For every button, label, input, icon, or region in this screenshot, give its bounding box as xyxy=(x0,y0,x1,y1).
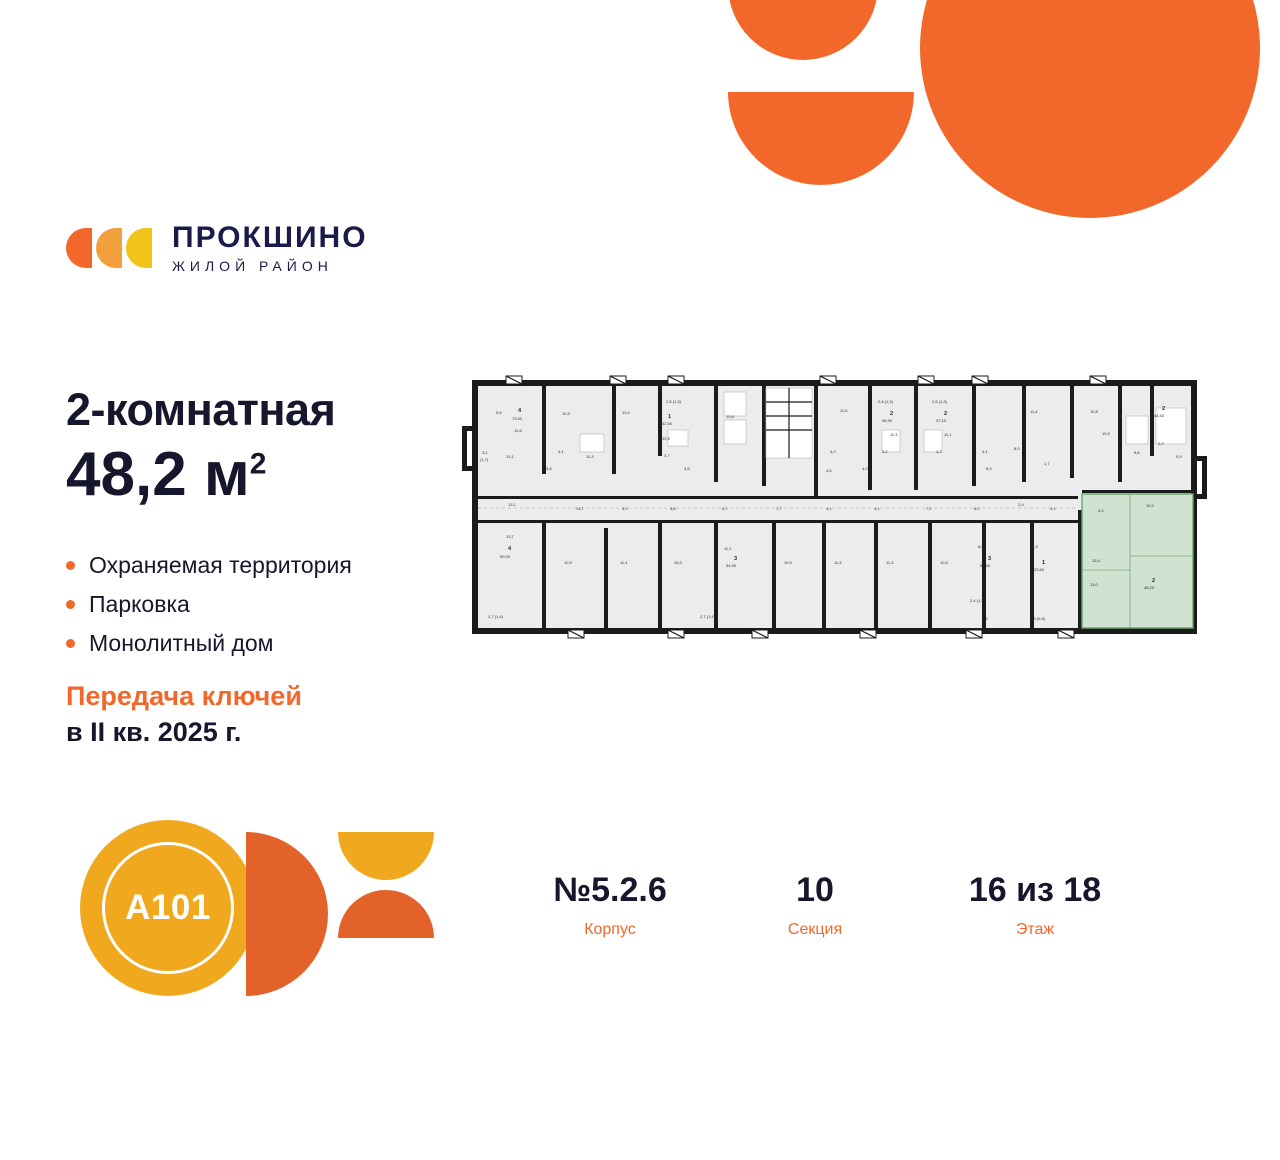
bullet-icon xyxy=(66,600,75,609)
svg-text:3,1: 3,1 xyxy=(482,450,488,455)
svg-text:12,1: 12,1 xyxy=(506,454,514,459)
svg-text:11,3: 11,3 xyxy=(586,454,594,459)
apartment-area-title xyxy=(66,439,335,510)
svg-text:12,6: 12,6 xyxy=(514,428,522,433)
svg-text:2,9: 2,9 xyxy=(1018,502,1024,507)
svg-text:5,8: 5,8 xyxy=(670,506,676,511)
svg-text:15,3: 15,3 xyxy=(674,560,682,565)
logo-mark-amber-icon xyxy=(96,228,122,268)
svg-text:2,9: 2,9 xyxy=(1158,441,1164,446)
svg-text:4,2: 4,2 xyxy=(936,449,942,454)
svg-text:13,0: 13,0 xyxy=(1090,582,1098,587)
svg-text:11,5: 11,5 xyxy=(840,408,848,413)
svg-text:4: 4 xyxy=(518,408,522,414)
svg-text:10,9: 10,9 xyxy=(564,560,572,565)
svg-text:7,2: 7,2 xyxy=(926,506,932,511)
svg-text:7,7: 7,7 xyxy=(776,506,782,511)
svg-text:8,0: 8,0 xyxy=(974,506,980,511)
svg-text:52,50: 52,50 xyxy=(980,563,991,568)
feature-label: Парковка xyxy=(89,591,190,617)
logo-mark-orange-icon xyxy=(66,228,92,268)
feature-item xyxy=(66,591,352,618)
feature-label: Монолитный дом xyxy=(89,630,274,656)
apartment-area-value: 48,2 м xyxy=(66,439,250,509)
svg-text:8,0: 8,0 xyxy=(1014,446,1020,451)
svg-text:37,10: 37,10 xyxy=(936,418,947,423)
apartment-area-superscript: 2 xyxy=(249,446,267,480)
svg-text:11,4: 11,4 xyxy=(620,560,628,565)
svg-text:22,60: 22,60 xyxy=(1034,567,1045,572)
svg-text:2,7 (1,4): 2,7 (1,4) xyxy=(488,614,503,619)
apartment-rooms-title: 2-комнатная xyxy=(66,384,336,435)
svg-text:2,8 (0,8): 2,8 (0,8) xyxy=(1030,616,1045,621)
svg-text:1,7: 1,7 xyxy=(1044,461,1050,466)
svg-text:11,3: 11,3 xyxy=(886,560,894,565)
svg-text:11,2: 11,2 xyxy=(724,546,732,551)
svg-text:48,20: 48,20 xyxy=(1144,585,1155,590)
feature-item xyxy=(66,552,352,579)
svg-text:1: 1 xyxy=(1042,560,1046,566)
svg-text:44,40: 44,40 xyxy=(1154,413,1165,418)
brand-cup-top-icon xyxy=(338,832,434,880)
keys-handover xyxy=(66,678,302,751)
svg-text:0,9: 0,9 xyxy=(1176,454,1182,459)
svg-text:2,4 (1,2): 2,4 (1,2) xyxy=(970,598,985,603)
svg-text:8,6: 8,6 xyxy=(978,544,984,549)
svg-text:4,0: 4,0 xyxy=(862,466,868,471)
svg-text:13,4: 13,4 xyxy=(1092,558,1100,563)
svg-text:(1,7): (1,7) xyxy=(480,457,489,462)
svg-text:3,8: 3,8 xyxy=(546,466,552,471)
logo-title: ПРОКШИНО xyxy=(172,221,368,254)
section-value: 10 xyxy=(796,871,834,909)
feature-label: Охраняемая территория xyxy=(89,552,352,578)
svg-text:10,2: 10,2 xyxy=(1146,503,1154,508)
svg-text:2,7 (1,4): 2,7 (1,4) xyxy=(700,614,715,619)
meta-floor xyxy=(910,870,1160,939)
svg-text:2,6 (1,3): 2,6 (1,3) xyxy=(932,399,947,404)
svg-text:5,0: 5,0 xyxy=(986,466,992,471)
svg-text:4,0: 4,0 xyxy=(830,449,836,454)
features-list xyxy=(66,552,352,669)
svg-text:4,2: 4,2 xyxy=(882,449,888,454)
meta-korpus xyxy=(500,870,720,939)
svg-text:4,1: 4,1 xyxy=(982,449,988,454)
svg-text:90,00: 90,00 xyxy=(500,554,511,559)
svg-text:32,50: 32,50 xyxy=(662,421,673,426)
svg-text:2: 2 xyxy=(890,411,894,417)
svg-text:36,90: 36,90 xyxy=(882,418,893,423)
svg-text:10,5: 10,5 xyxy=(940,560,948,565)
svg-text:1: 1 xyxy=(668,414,672,420)
floor-label: Этаж xyxy=(1015,920,1055,938)
brand-halfcircle-icon xyxy=(246,832,328,996)
svg-text:12,9: 12,9 xyxy=(662,436,670,441)
svg-text:4,1: 4,1 xyxy=(558,449,564,454)
korpus-label: Корпус xyxy=(584,920,636,938)
svg-text:11,3: 11,3 xyxy=(834,560,842,565)
svg-text:2,6 (1,3): 2,6 (1,3) xyxy=(878,399,893,404)
svg-text:3,8: 3,8 xyxy=(684,466,690,471)
a101-brand-block xyxy=(80,820,440,1000)
svg-text:13,1: 13,1 xyxy=(508,502,516,507)
logo-subtitle: ЖИЛОЙ РАЙОН xyxy=(172,257,333,274)
decorative-halfcircle-small xyxy=(728,92,914,185)
svg-text:11,1: 11,1 xyxy=(944,432,952,437)
floor-value: 16 из 18 xyxy=(968,871,1102,909)
prokshino-logo xyxy=(66,222,368,274)
bullet-icon xyxy=(66,561,75,570)
svg-text:5,9: 5,9 xyxy=(622,506,628,511)
svg-text:3: 3 xyxy=(988,556,992,562)
svg-text:2: 2 xyxy=(1162,406,1166,412)
svg-text:6,7: 6,7 xyxy=(722,506,728,511)
svg-text:12,0: 12,0 xyxy=(622,410,630,415)
svg-text:14,7: 14,7 xyxy=(576,506,584,511)
a101-badge xyxy=(80,820,256,996)
svg-text:4,1: 4,1 xyxy=(874,506,880,511)
svg-text:3: 3 xyxy=(734,556,738,562)
feature-item xyxy=(66,630,352,657)
svg-text:4,6: 4,6 xyxy=(826,468,832,473)
svg-text:2: 2 xyxy=(1152,578,1156,584)
svg-text:6,9: 6,9 xyxy=(982,616,988,621)
logo-mark-yellow-icon xyxy=(126,228,152,268)
apartment-meta-row xyxy=(500,870,1200,939)
logo-marks xyxy=(66,228,152,268)
svg-text:2: 2 xyxy=(944,411,948,417)
a101-badge-label: А101 xyxy=(102,842,234,974)
svg-text:10,9: 10,9 xyxy=(1102,431,1110,436)
korpus-value: №5.2.6 xyxy=(553,871,667,909)
svg-text:10,8: 10,8 xyxy=(726,414,734,419)
decorative-circle-large xyxy=(920,0,1260,218)
keys-handover-date: в II кв. 2025 г. xyxy=(66,717,242,748)
section-label: Секция xyxy=(787,920,843,938)
decorative-halfcircle-large xyxy=(728,0,878,60)
headline xyxy=(66,385,335,510)
floor-plan-drawing xyxy=(462,370,1207,655)
svg-text:4: 4 xyxy=(508,546,512,552)
keys-handover-title: Передача ключей xyxy=(66,681,302,711)
brand-cup-bottom-icon xyxy=(338,890,434,938)
floor-plan xyxy=(462,370,1207,655)
svg-text:4,1: 4,1 xyxy=(826,506,832,511)
svg-text:10,9: 10,9 xyxy=(784,560,792,565)
svg-text:54,90: 54,90 xyxy=(726,563,737,568)
svg-text:11,3: 11,3 xyxy=(890,432,898,437)
svg-text:5,6: 5,6 xyxy=(496,410,502,415)
svg-text:2,5 (1,3): 2,5 (1,3) xyxy=(666,399,681,404)
svg-text:3,4: 3,4 xyxy=(1098,508,1104,513)
meta-section xyxy=(720,870,910,939)
svg-text:9,8: 9,8 xyxy=(1134,450,1140,455)
svg-text:73,50: 73,50 xyxy=(512,416,523,421)
bullet-icon xyxy=(66,639,75,648)
svg-text:3,1: 3,1 xyxy=(1050,506,1056,511)
svg-text:10,8: 10,8 xyxy=(1090,409,1098,414)
svg-text:5,9: 5,9 xyxy=(1032,544,1038,549)
svg-text:13,7: 13,7 xyxy=(506,534,514,539)
svg-text:11,4: 11,4 xyxy=(1030,409,1038,414)
logo-text xyxy=(172,222,368,274)
svg-text:10,3: 10,3 xyxy=(562,411,570,416)
svg-text:3,7: 3,7 xyxy=(664,453,670,458)
